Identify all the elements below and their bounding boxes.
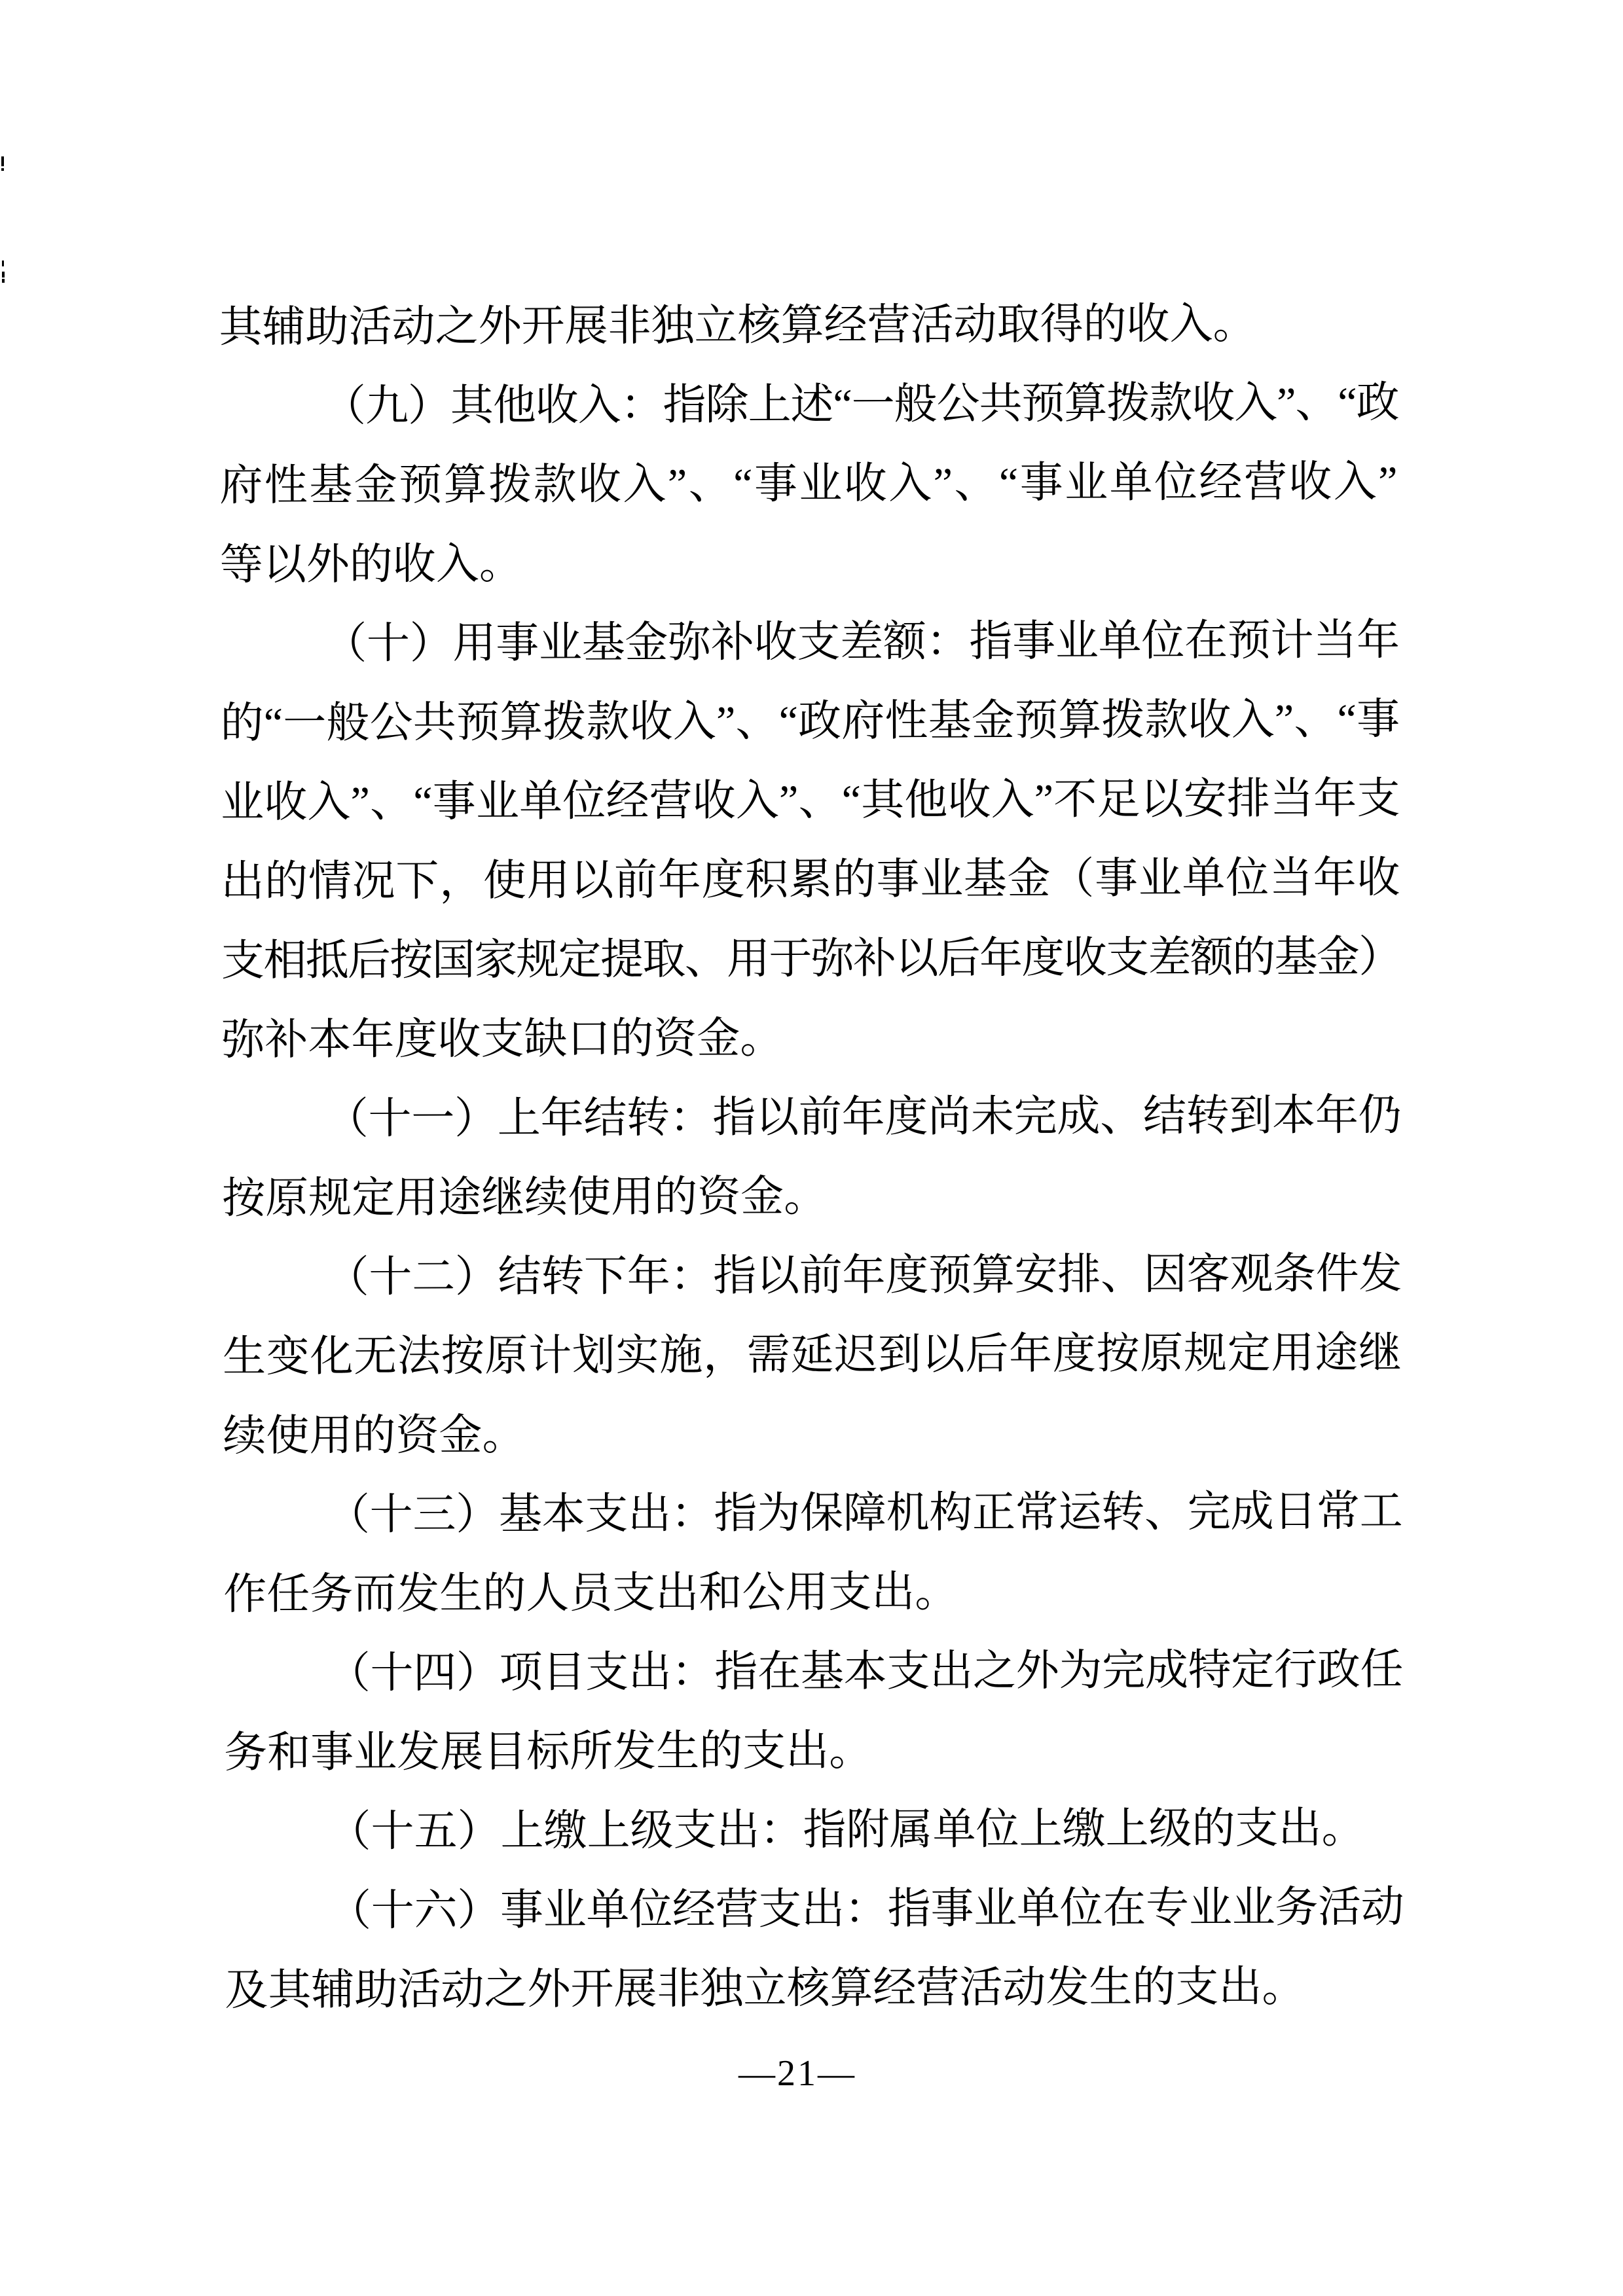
scan-mark bbox=[2, 260, 4, 266]
text-line-content: （十四）项目支出：指在基本支出之外为完成特定行政任 bbox=[327, 1645, 1404, 1698]
text-line bbox=[225, 1947, 1404, 2030]
text-line-content: 府性基金预算拨款收入”、“事业收入”、“事业单位经营收入” bbox=[219, 457, 1400, 511]
text-line bbox=[219, 442, 1399, 526]
text-line-content: 等以外的收入。 bbox=[219, 540, 522, 590]
text-line bbox=[223, 1472, 1403, 1555]
text-line bbox=[221, 997, 1401, 1080]
text-line-content: 务和事业发展目标所发生的支出。 bbox=[224, 1727, 873, 1777]
scan-mark bbox=[1, 168, 4, 171]
text-line bbox=[220, 680, 1400, 763]
text-line-content: 弥补本年度收支缺口的资金。 bbox=[221, 1014, 784, 1065]
text-line bbox=[224, 1710, 1404, 1793]
text-line bbox=[223, 1551, 1403, 1634]
text-line-content: （十六）事业单位经营支出：指事业单位在专业业务活动 bbox=[327, 1883, 1404, 1935]
text-line-content: （十二）结转下年：指以前年度预算安排、因客观条件发 bbox=[325, 1249, 1402, 1302]
text-line bbox=[222, 1155, 1402, 1238]
text-line-content: （十一）上年结转：指以前年度尚未完成、结转到本年仍 bbox=[325, 1091, 1402, 1143]
text-line-content: 业收入”、“事业单位经营收入”、“其他收入”不足以安排当年支 bbox=[220, 774, 1400, 827]
text-line bbox=[221, 838, 1400, 922]
document-text bbox=[219, 284, 1404, 2030]
text-line bbox=[219, 363, 1399, 446]
text-line-content: 的“一般公共预算拨款收入”、“政府性基金预算拨款收入”、“事 bbox=[220, 695, 1400, 748]
text-line-content: 按原规定用途继续使用的资金。 bbox=[222, 1172, 828, 1223]
text-line-content: 生变化无法按原计划实施，需延迟到以后年度按原规定用途继 bbox=[222, 1329, 1402, 1381]
text-line bbox=[222, 1076, 1402, 1159]
scan-mark bbox=[2, 279, 5, 283]
text-line bbox=[223, 1314, 1402, 1397]
text-line bbox=[221, 759, 1400, 842]
text-line bbox=[224, 1789, 1404, 1872]
scan-mark bbox=[2, 272, 5, 278]
text-line bbox=[225, 1868, 1404, 1951]
scan-mark bbox=[1, 156, 4, 166]
text-line bbox=[220, 601, 1400, 684]
text-line bbox=[222, 1234, 1402, 1318]
text-line bbox=[224, 1630, 1404, 1713]
text-line-content: 支相抵后按国家规定提取、用于弥补以后年度收支差额的基金） bbox=[221, 933, 1401, 986]
text-line bbox=[220, 522, 1400, 605]
text-line bbox=[221, 918, 1401, 1001]
text-line-content: （十）用事业基金弥补收支差额：指事业单位在预计当年 bbox=[323, 616, 1400, 668]
text-line-content: （十三）基本支出：指为保障机构正常运转、完成日常工 bbox=[326, 1487, 1403, 1539]
text-line-content: 出的情况下，使用以前年度积累的事业基金（事业单位当年收 bbox=[221, 853, 1401, 906]
text-line-content: （九）其他收入：指除上述“一般公共预算拨款收入”、“政 bbox=[322, 378, 1399, 431]
text-line-content: 续使用的资金。 bbox=[223, 1411, 526, 1460]
page-number: —21— bbox=[739, 2053, 856, 2094]
text-line-content: 及其辅助活动之外开展非独立核算经营活动发生的支出。 bbox=[225, 1963, 1305, 2015]
text-line-content: 其辅助活动之外开展非独立核算经营活动取得的收入。 bbox=[219, 300, 1256, 352]
text-line-content: 作任务而发生的人员支出和公用支出。 bbox=[223, 1568, 958, 1619]
text-line bbox=[219, 284, 1398, 367]
text-line bbox=[223, 1393, 1402, 1476]
text-line-content: （十五）上缴上级支出：指附属单位上缴上级的支出。 bbox=[327, 1804, 1365, 1856]
